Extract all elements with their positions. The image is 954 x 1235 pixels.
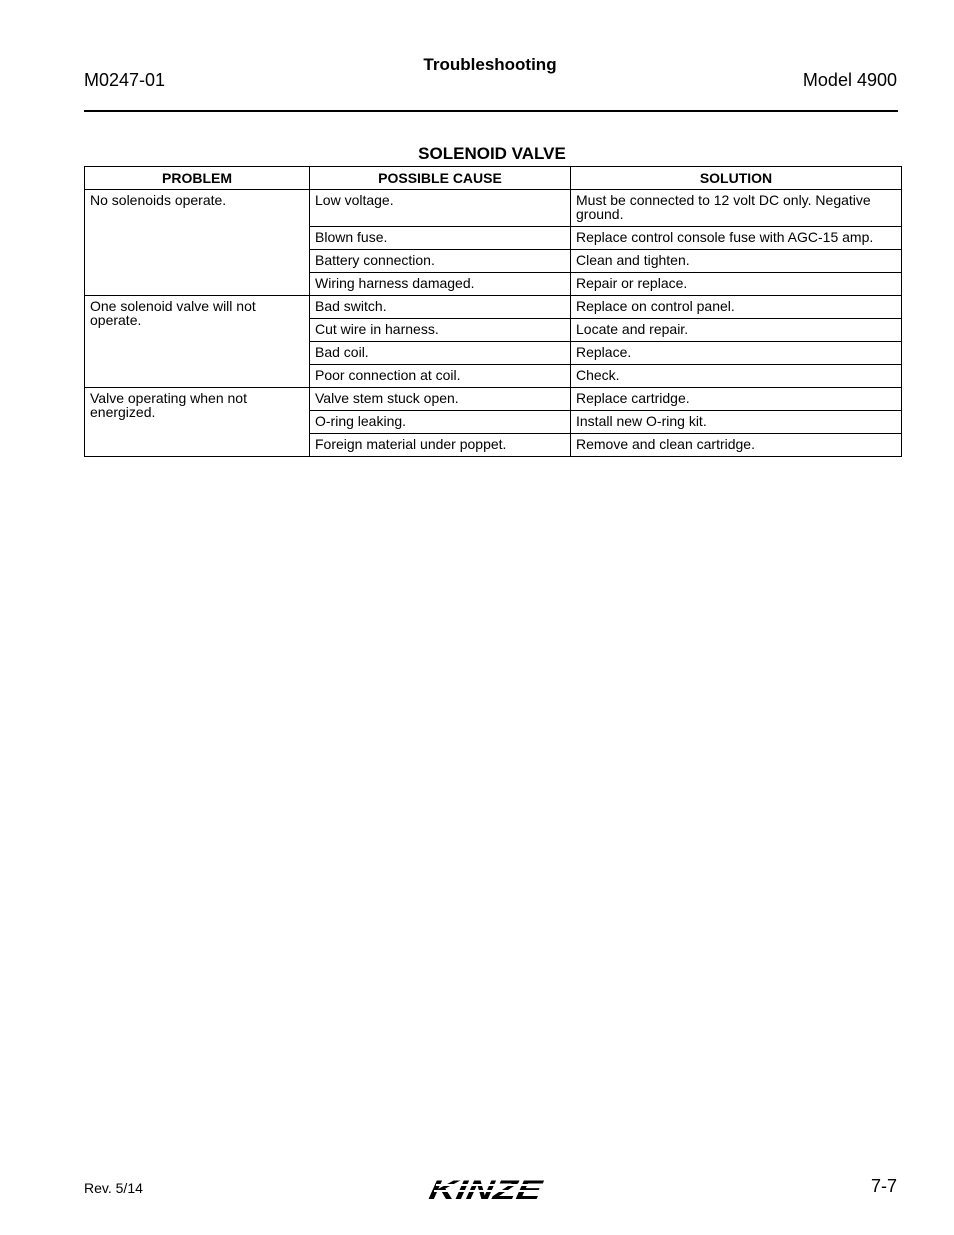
table-header-row	[85, 167, 902, 190]
cause-cell: Blown fuse.	[310, 227, 571, 250]
problem-cell: Valve operating when not energized.	[85, 388, 310, 457]
column-header-cause: POSSIBLE CAUSE	[310, 167, 571, 190]
page-number: 7-7	[870, 1176, 897, 1196]
cause-cell: Bad coil.	[310, 342, 571, 365]
column-header-problem: PROBLEM	[85, 167, 310, 190]
section-title: Troubleshooting	[423, 55, 557, 74]
solution-cell: Replace.	[571, 342, 902, 365]
cause-cell: Battery connection.	[310, 250, 571, 273]
solution-cell: Replace cartridge.	[571, 388, 902, 411]
problem-cell: One solenoid valve will not operate.	[85, 296, 310, 388]
table-row	[85, 388, 902, 411]
revision-label: Rev. 5/14	[84, 1180, 143, 1196]
solution-cell: Check.	[571, 365, 902, 388]
solution-cell: Repair or replace.	[571, 273, 902, 296]
solution-cell: Replace control console fuse with AGC-15 amp.	[571, 227, 902, 250]
cause-cell: O-ring leaking.	[310, 411, 571, 434]
svg-text:KINZE: KINZE	[428, 1176, 514, 1204]
column-header-solution: SOLUTION	[571, 167, 902, 190]
kinze-logo	[428, 1176, 552, 1209]
cause-cell: Poor connection at coil.	[310, 365, 571, 388]
document-number: M0247-01	[84, 70, 166, 90]
cause-cell: Bad switch.	[310, 296, 571, 319]
table-row	[85, 190, 902, 227]
solution-cell: Must be connected to 12 volt DC only. Negative ground.	[571, 190, 902, 227]
troubleshooting-table	[84, 166, 902, 457]
solution-cell: Clean and tighten.	[571, 250, 902, 273]
solution-cell: Locate and repair.	[571, 319, 902, 342]
table-row	[85, 296, 902, 319]
cause-cell: Wiring harness damaged.	[310, 273, 571, 296]
header-divider	[84, 110, 898, 112]
table-title: SOLENOID VALVE	[418, 144, 566, 163]
solution-cell: Remove and clean cartridge.	[571, 434, 902, 457]
problem-cell: No solenoids operate.	[85, 190, 310, 296]
cause-cell: Valve stem stuck open.	[310, 388, 571, 411]
model-label: Model 4900	[802, 70, 897, 90]
solution-cell: Install new O-ring kit.	[571, 411, 902, 434]
cause-cell: Foreign material under poppet.	[310, 434, 571, 457]
solution-cell: Replace on control panel.	[571, 296, 902, 319]
cause-cell: Cut wire in harness.	[310, 319, 571, 342]
cause-cell: Low voltage.	[310, 190, 571, 227]
